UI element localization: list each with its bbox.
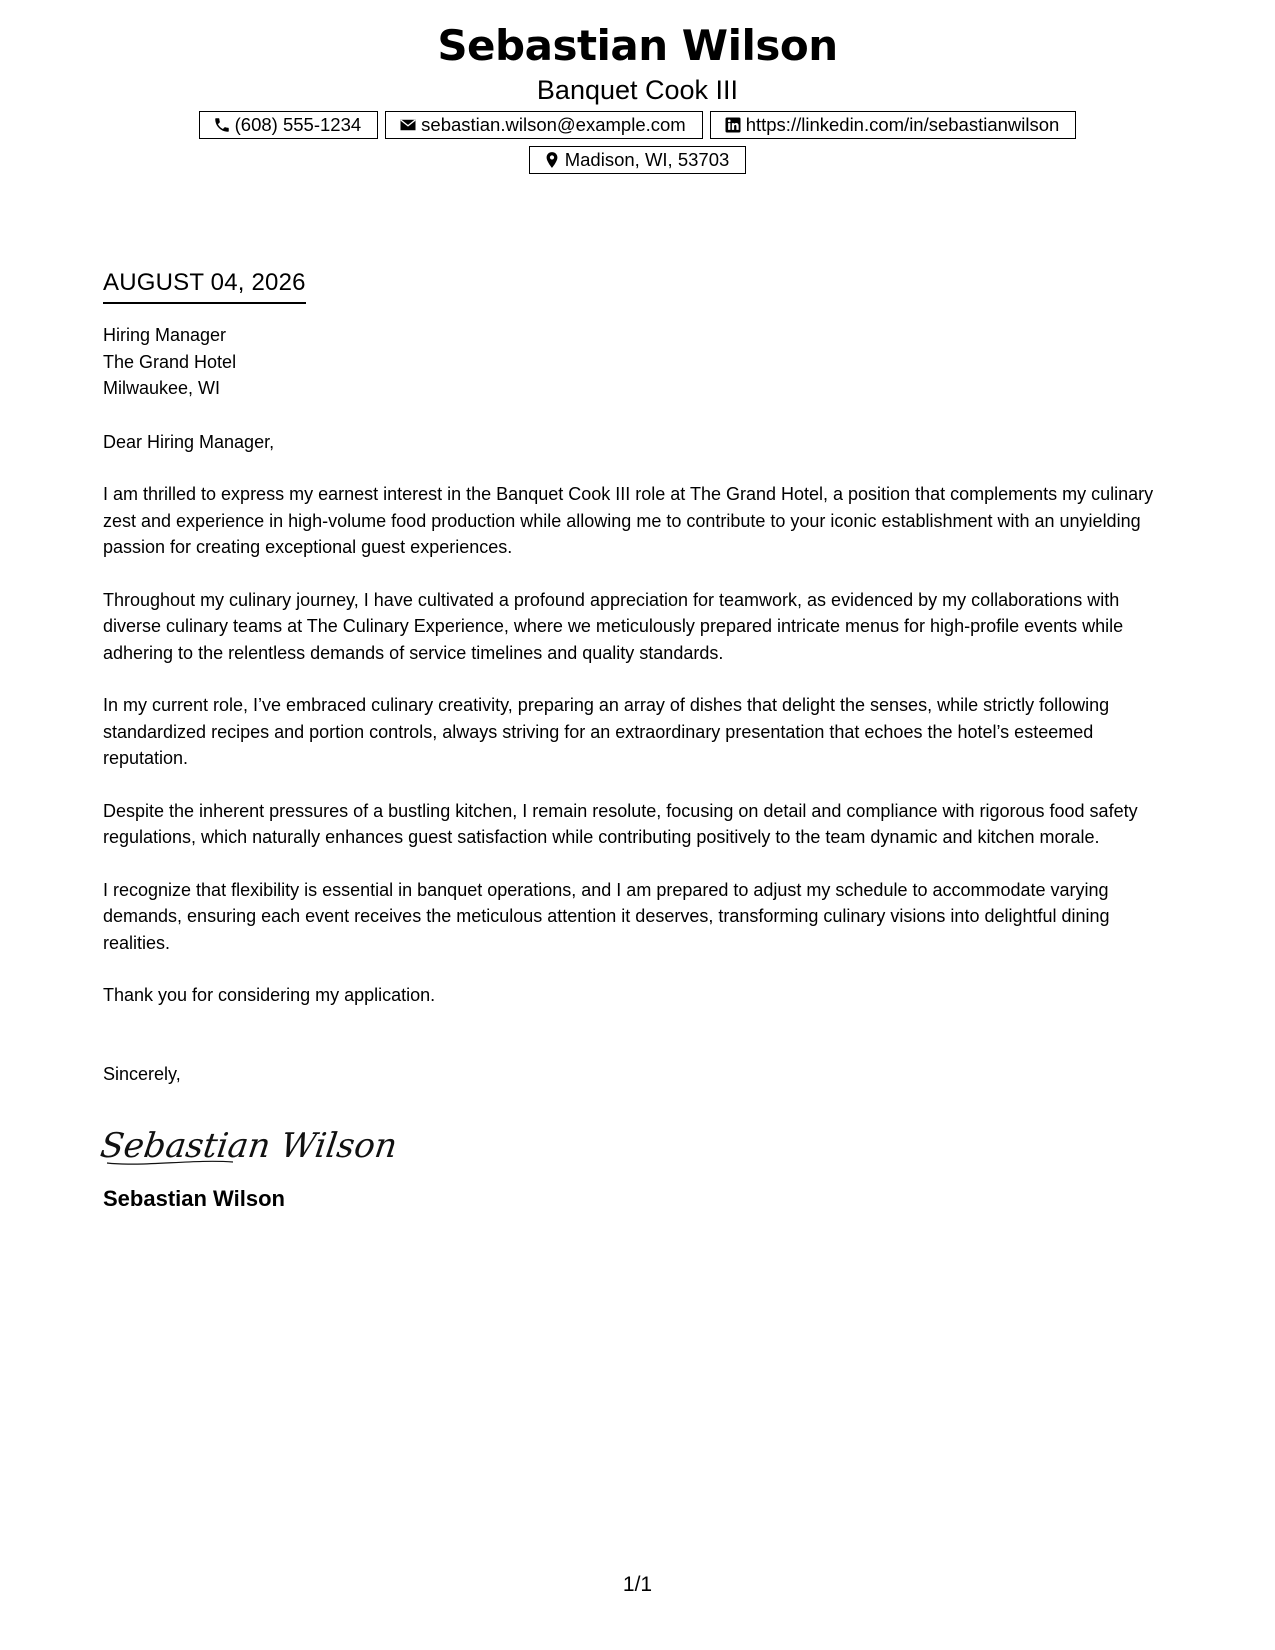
phone-number: (608) 555-1234 bbox=[234, 114, 362, 135]
paragraph: Throughout my culinary journey, I have cultivated a profound appreciation for teamwork, as evidenced by my collaborations with diverse culinary teams at The Culinary Experience, where we meticulously prepared intricate menus for high-profile events while adhering to the relentless demands of service timelines and quality standards. bbox=[103, 589, 1124, 663]
contact-row-1 bbox=[0, 111, 1275, 139]
contact-row-2 bbox=[0, 146, 1275, 174]
linkedin-icon bbox=[724, 116, 742, 134]
signature-image bbox=[97, 1115, 400, 1175]
letter-date: AUGUST 04, 2026 bbox=[103, 268, 306, 304]
recipient-line: Milwaukee, WI bbox=[103, 378, 221, 398]
applicant-name: Sebastian Wilson bbox=[437, 21, 838, 70]
recipient-block bbox=[103, 322, 1178, 402]
job-title: Banquet Cook III bbox=[536, 75, 739, 105]
email-chip bbox=[385, 111, 703, 139]
linkedin-url[interactable]: https://linkedin.com/in/sebastianwilson bbox=[745, 114, 1060, 135]
paragraph: Thank you for considering my application. bbox=[103, 985, 436, 1005]
signature-text: Sebastian Wilson bbox=[97, 1126, 400, 1166]
closing: Sincerely, bbox=[103, 1063, 181, 1084]
location-chip bbox=[529, 146, 747, 174]
map-marker-icon bbox=[543, 151, 561, 169]
recipient-line: Hiring Manager bbox=[103, 325, 227, 345]
recipient-line: The Grand Hotel bbox=[103, 351, 237, 372]
email-address[interactable]: sebastian.wilson@example.com bbox=[421, 114, 686, 135]
phone-icon bbox=[213, 116, 231, 134]
contact-info bbox=[0, 111, 1275, 181]
salutation: Dear Hiring Manager, bbox=[103, 431, 275, 452]
phone-chip bbox=[199, 111, 379, 139]
paragraph: I am thrilled to express my earnest interest in the Banquet Cook III role at The Grand Hotel, a position that complements my culinary zest and experience in high-volume food production while allowing me to contribute to your iconic establishment with an unyielding passion for creating exceptional guest experiences. bbox=[103, 484, 1154, 557]
letter-header bbox=[0, 20, 1275, 181]
paragraph: Despite the inherent pressures of a bustling kitchen, I remain resolute, focusing on detail and compliance with rigorous food safety regulations, which naturally enhances guest satisfaction while contributing positively to the team dynamic and kitchen morale. bbox=[103, 800, 1138, 847]
envelope-icon bbox=[399, 116, 417, 134]
paragraph: I recognize that flexibility is essential in banquet operations, and I am prepared to adjust my schedule to accommodate varying demands, ensuring each event receives the meticulous attention it deserves, transforming culinary visions into delightful dining realities. bbox=[103, 879, 1110, 953]
signed-name: Sebastian Wilson bbox=[103, 1186, 285, 1211]
letter-body bbox=[97, 268, 1178, 1213]
paragraph: In my current role, I’ve embraced culinary creativity, preparing an array of dishes that delight the senses, while strictly following standardized recipes and portion controls, always striving for an extraordinary presentation that echoes the hotel’s esteemed reputation. bbox=[103, 695, 1110, 768]
location-text: Madison, WI, 53703 bbox=[564, 149, 730, 170]
page-number: 1/1 bbox=[622, 1573, 653, 1596]
linkedin-chip bbox=[710, 111, 1077, 139]
handwritten-signature bbox=[97, 1115, 1178, 1175]
